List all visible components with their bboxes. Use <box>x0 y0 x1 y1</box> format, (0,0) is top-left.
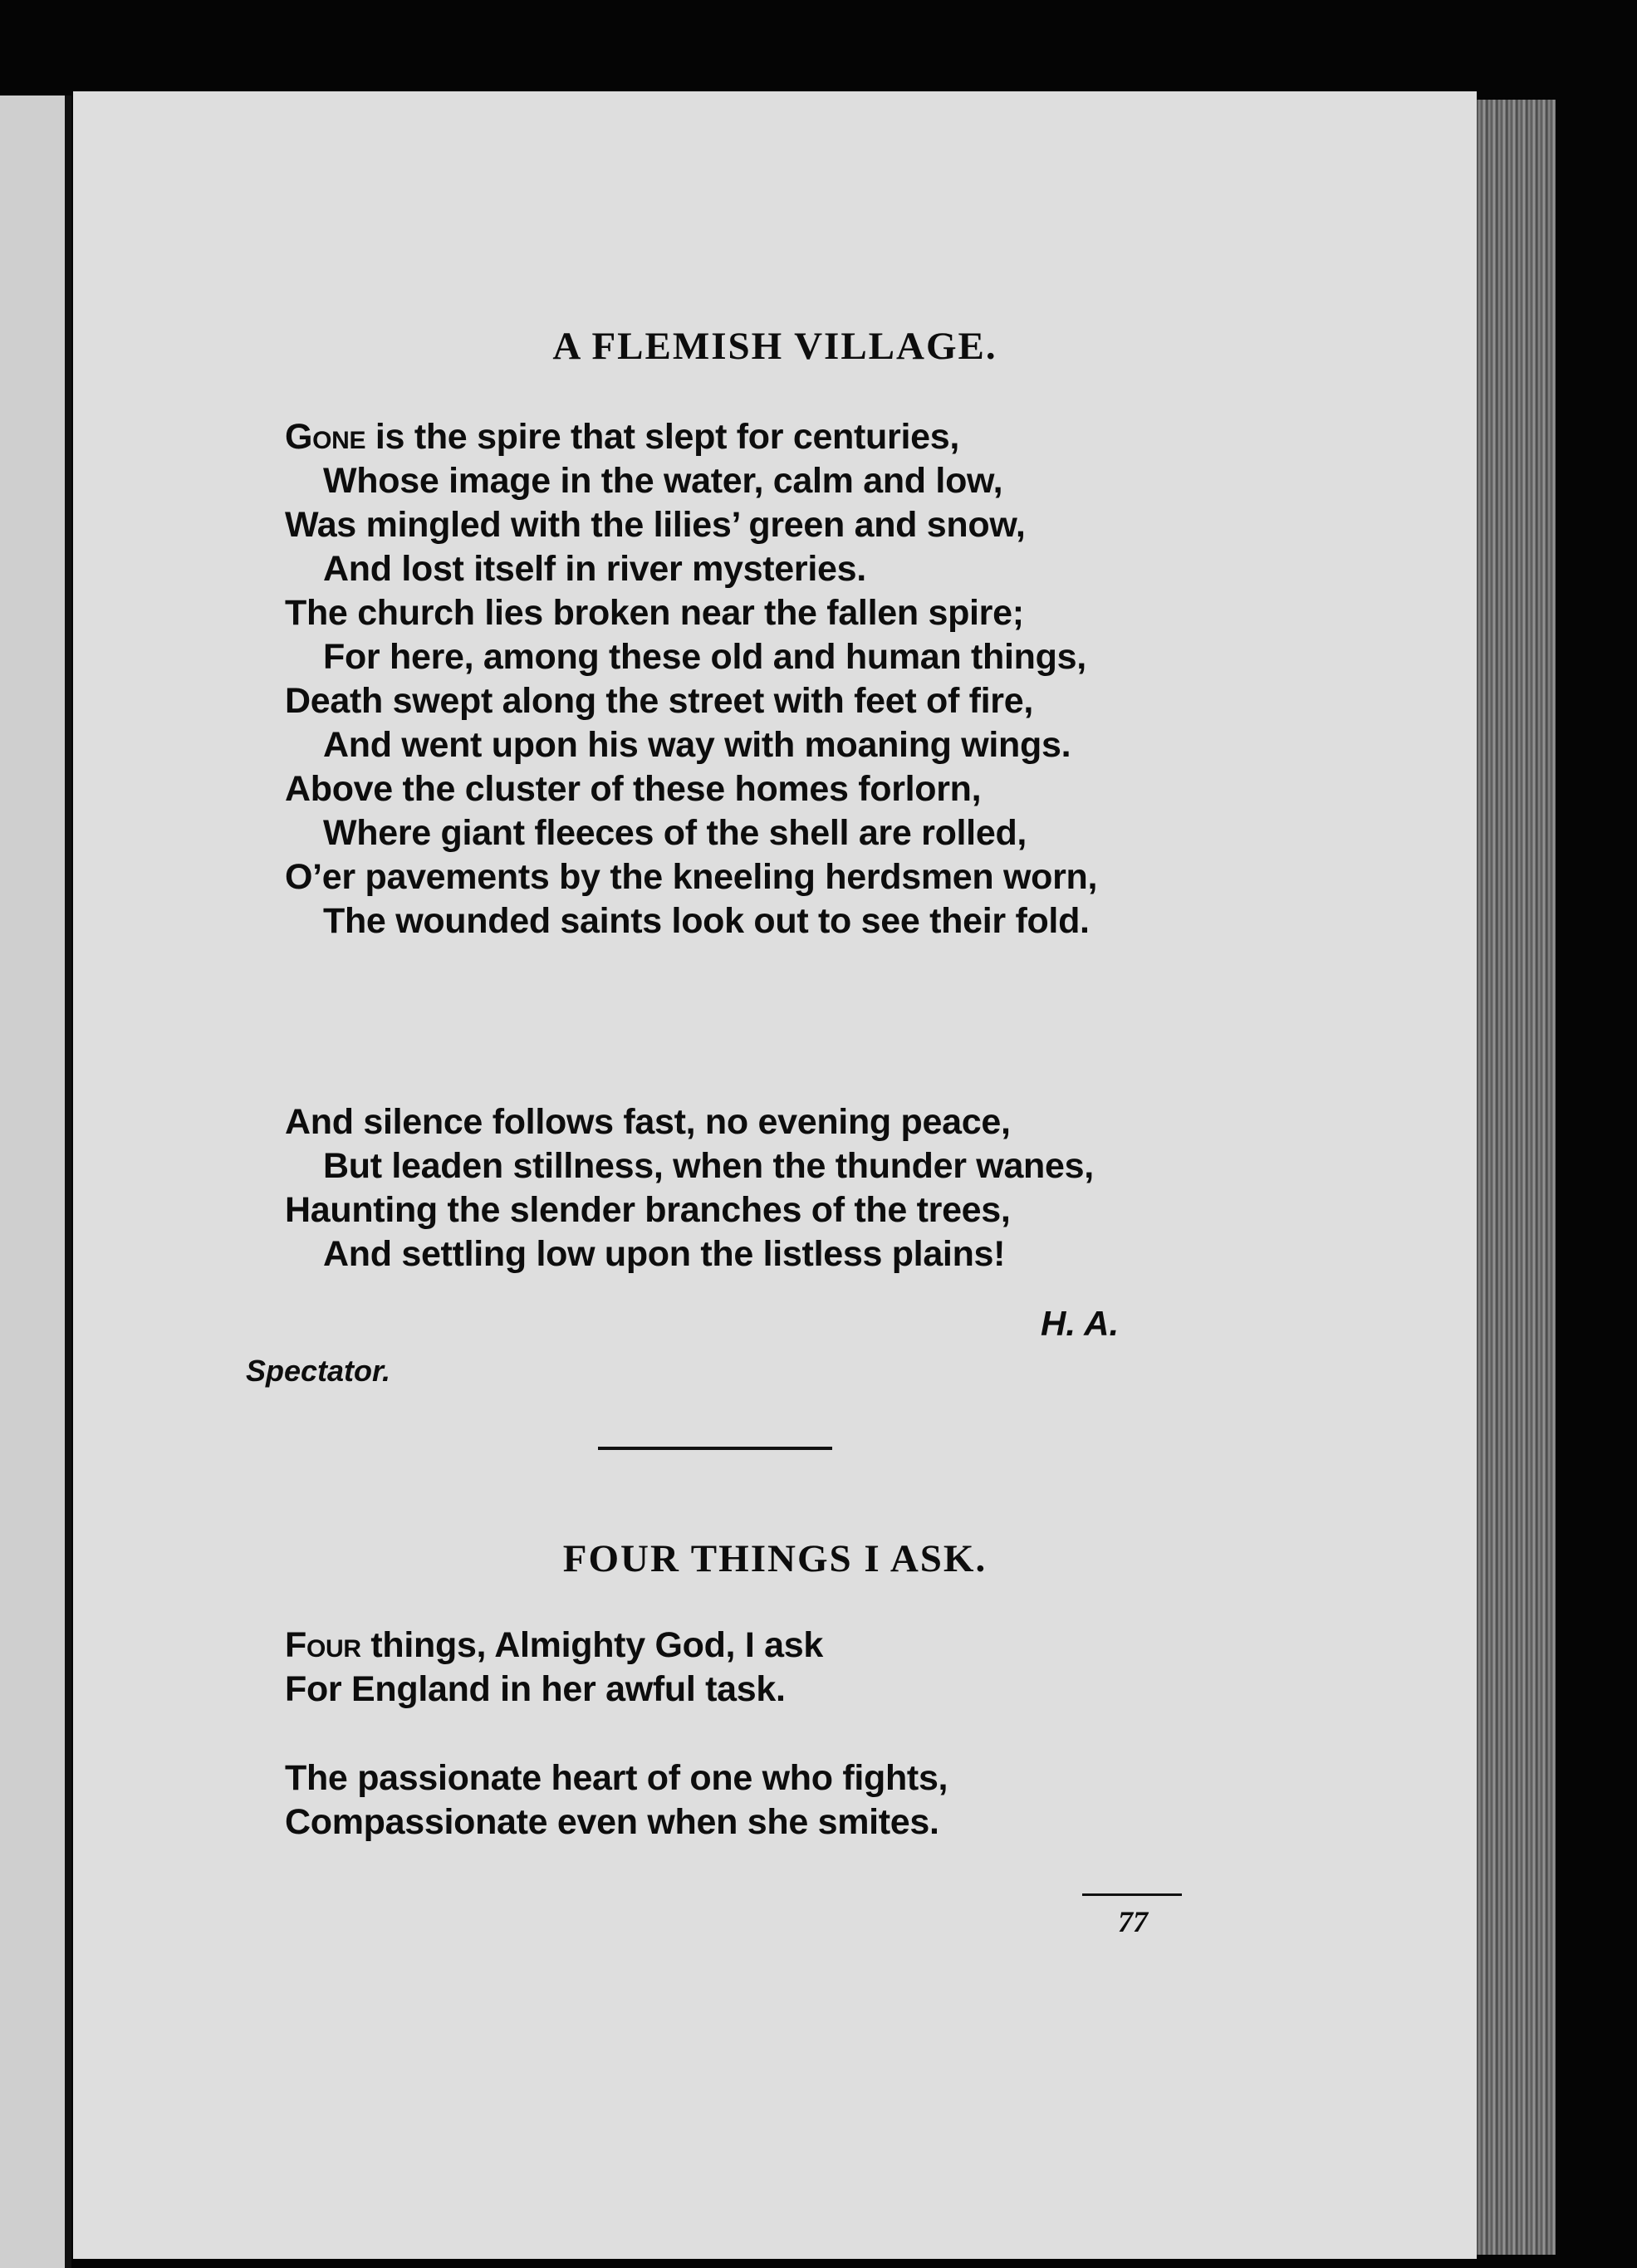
poem1-stanza1 <box>285 415 1097 943</box>
poem-line: And lost itself in river mysteries. <box>323 549 866 589</box>
poem2-stanza1 <box>285 1624 823 1712</box>
left-page-edge <box>0 96 71 2268</box>
poem-line: Above the cluster of these homes forlorn, <box>285 769 982 809</box>
poem-line: O’er pavements by the kneeling herdsmen worn, <box>285 857 1098 897</box>
poem-line: And settling low upon the listless plains! <box>323 1234 1006 1274</box>
drop-word: Gone <box>285 417 366 457</box>
poem-line: The passionate heart of one who fights, <box>285 1758 948 1798</box>
page-number: 77 <box>1118 1905 1148 1938</box>
poem-line: Was mingled with the lilies’ green and snow, <box>285 505 1026 545</box>
poem-line <box>285 415 1097 459</box>
poem-line: Death swept along the street with feet of fire, <box>285 681 1033 721</box>
drop-word: Four <box>285 1625 361 1665</box>
book-page <box>73 91 1477 2259</box>
poem-line: The wounded saints look out to see their fold. <box>323 901 1090 941</box>
poem-line: Whose image in the water, calm and low, <box>323 461 1003 501</box>
poem-line-text: things, Almighty God, I ask <box>360 1625 823 1665</box>
poem-line <box>285 1624 823 1668</box>
footer-rule <box>1082 1893 1182 1896</box>
poem-line: Compassionate even when she smites. <box>285 1802 939 1842</box>
poem2-stanza2 <box>285 1756 948 1844</box>
section-divider <box>598 1447 832 1450</box>
poem-line: The church lies broken near the fallen spire; <box>285 593 1024 633</box>
poem1-signature: H. A. <box>1041 1304 1120 1343</box>
poem-line: Haunting the slender branches of the trees, <box>285 1190 1011 1230</box>
poem1-title: A FLEMISH VILLAGE. <box>552 325 997 368</box>
poem-line: And went upon his way with moaning wings. <box>323 725 1071 765</box>
poem-line: For here, among these old and human things, <box>323 637 1086 677</box>
poem-line-text: is the spire that slept for centuries, <box>365 417 959 457</box>
poem-line: But leaden stillness, when the thunder wanes, <box>323 1146 1094 1186</box>
poem1-source: Spectator. <box>246 1354 391 1388</box>
poem-line: Where giant fleeces of the shell are rolled, <box>323 813 1027 853</box>
poem2-title: FOUR THINGS I ASK. <box>562 1537 988 1580</box>
poem-line: And silence follows fast, no evening peace, <box>285 1102 1011 1142</box>
poem1-stanza2 <box>285 1100 1094 1276</box>
book-page-edges <box>1477 100 1556 2255</box>
poem-line: For England in her awful task. <box>285 1669 786 1709</box>
